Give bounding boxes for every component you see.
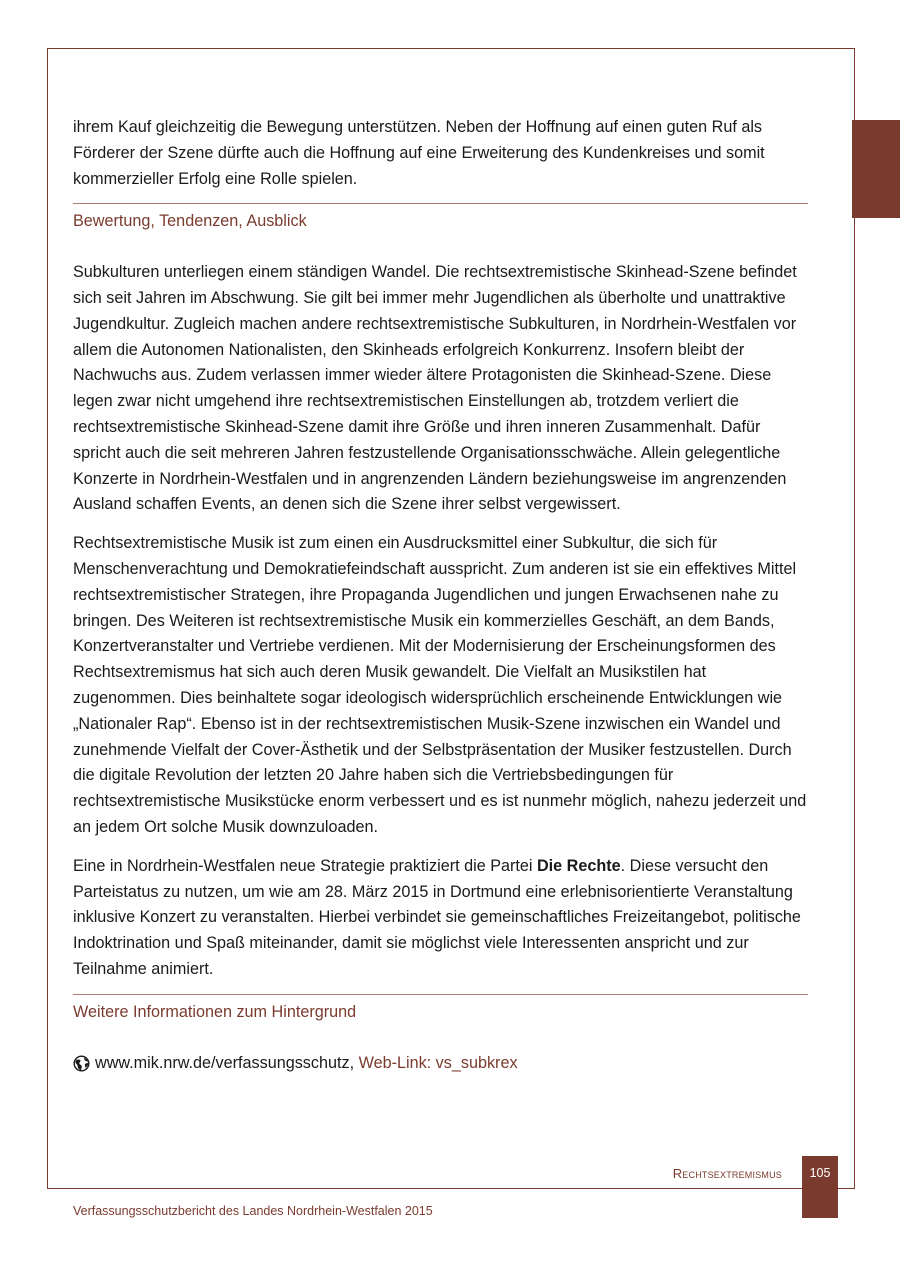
web-link[interactable]: Web-Link: vs_subkrex — [358, 1053, 518, 1072]
running-head: Rechtsextremismus — [672, 1166, 782, 1181]
footer-text: Verfassungsschutzbericht des Landes Nordrhein-Westfalen 2015 — [73, 1204, 433, 1218]
intro-paragraph: ihrem Kauf gleichzeitig die Bewegung unterstützen. Neben der Hoffnung auf einen guten Ruf als Förderer der Szene dürfte auch die Hoffnung auf eine Erweiterung des Kundenkreises und somit kommerzieller Erfolg eine Rolle spielen. — [73, 118, 765, 188]
globe-icon — [73, 1055, 90, 1072]
paragraph-strategy — [73, 854, 808, 983]
web-link-line — [73, 1051, 808, 1077]
section-heading-further-info: Weitere Informationen zum Hintergrund — [73, 1002, 357, 1021]
party-name: Die Rechte — [536, 856, 621, 875]
paragraph-strategy-start: Eine in Nordrhein-Westfalen neue Strategie praktiziert die Partei — [73, 856, 537, 875]
paragraph-music: Rechtsextremistische Musik ist zum einen ein Ausdrucksmittel einer Subkultur, die sich für Menschenverachtung und Demokratiefeindschaft ausspricht. Zum anderen ist sie ein effektives Mittel rechtsextremistischer Strategen, ihre Propaganda Jugendlichen und jungen Erwachsenen nahe zu bringen. Des Weiteren ist rechtsextremistische Musik ein kommerzielles Geschäft, an dem Bands, Konzertveranstalter und Vertriebe verdienen. Mit der Modernisierung der Erscheinungsformen des Rechtsextremismus hat sich auch deren Musik gewandelt. Die Vielfalt an Musikstilen hat zugenommen. Dies beinhaltete sogar ideologisch widersprüchlich erscheinende Entwicklungen wie „Nationaler Rap“. Ebenso ist in der rechtsextremistischen Musik-Szene inzwischen ein Wandel und zunehmende Vielfalt der Cover-Ästhetik und der Selbstpräsentation der Musiker festzustellen. Durch die digitale Revolution der letzten 20 Jahre haben sich die Vertriebsbedingungen für rechtsextremistische Musikstücke enorm verbessert und es ist nunmehr möglich, nahezu jederzeit und an jedem Ort solche Musik downzuloaden. — [73, 534, 807, 836]
paragraph-strategy-end: . Diese versucht den Parteistatus zu nutzen, um wie am 28. März 2015 in Dortmund eine erlebnisorientierte Veranstaltung inklusive Konzert zu veranstalten. Hierbei verbindet sie gemeinschaftliches Freizeitangebot, politische Indoktrination und Spaß miteinander, damit sie möglichst viele Interessenten anspricht und zur Teilnahme animiert. — [73, 856, 801, 978]
section-divider — [73, 994, 808, 995]
section-divider — [73, 203, 808, 204]
paragraph-subcultures: Subkulturen unterliegen einem ständigen Wandel. Die rechtsextremistische Skinhead-Szene befindet sich seit Jahren im Abschwung. Sie gilt bei immer mehr Jugendlichen als überholte und unattraktive Jugendkultur. Zugleich machen andere rechtsextremistische Subkulturen, in Nordrhein-Westfalen vor allem die Autonomen Nationalisten, den Skinheads erfolgreich Konkurrenz. Insofern bleibt der Nachwuchs aus. Zudem verlassen immer wieder ältere Protagonisten die Skinhead-Szene. Diese legen zwar nicht umgehend ihre rechtsextremistischen Einstellungen ab, trotzdem verliert die rechtsextremistische Skinhead-Szene damit ihre Größe und ihren inneren Zusammenhalt. Dafür spricht auch die seit mehreren Jahren festzustellende Organisationsschwäche. Allein gelegentliche Konzerte in Nordrhein-Westfalen und in angrenzenden Ländern beziehungsweise im angrenzenden Ausland schaffen Events, an denen sich die Szene ihrer selbst vergewissert. — [73, 263, 797, 514]
section-heading-evaluation: Bewertung, Tendenzen, Ausblick — [73, 212, 307, 231]
link-url-text: www.mik.nrw.de/verfassungsschutz, — [95, 1053, 355, 1072]
main-content — [73, 115, 808, 1076]
chapter-side-tab — [852, 120, 900, 218]
page-number: 105 — [809, 1166, 831, 1180]
